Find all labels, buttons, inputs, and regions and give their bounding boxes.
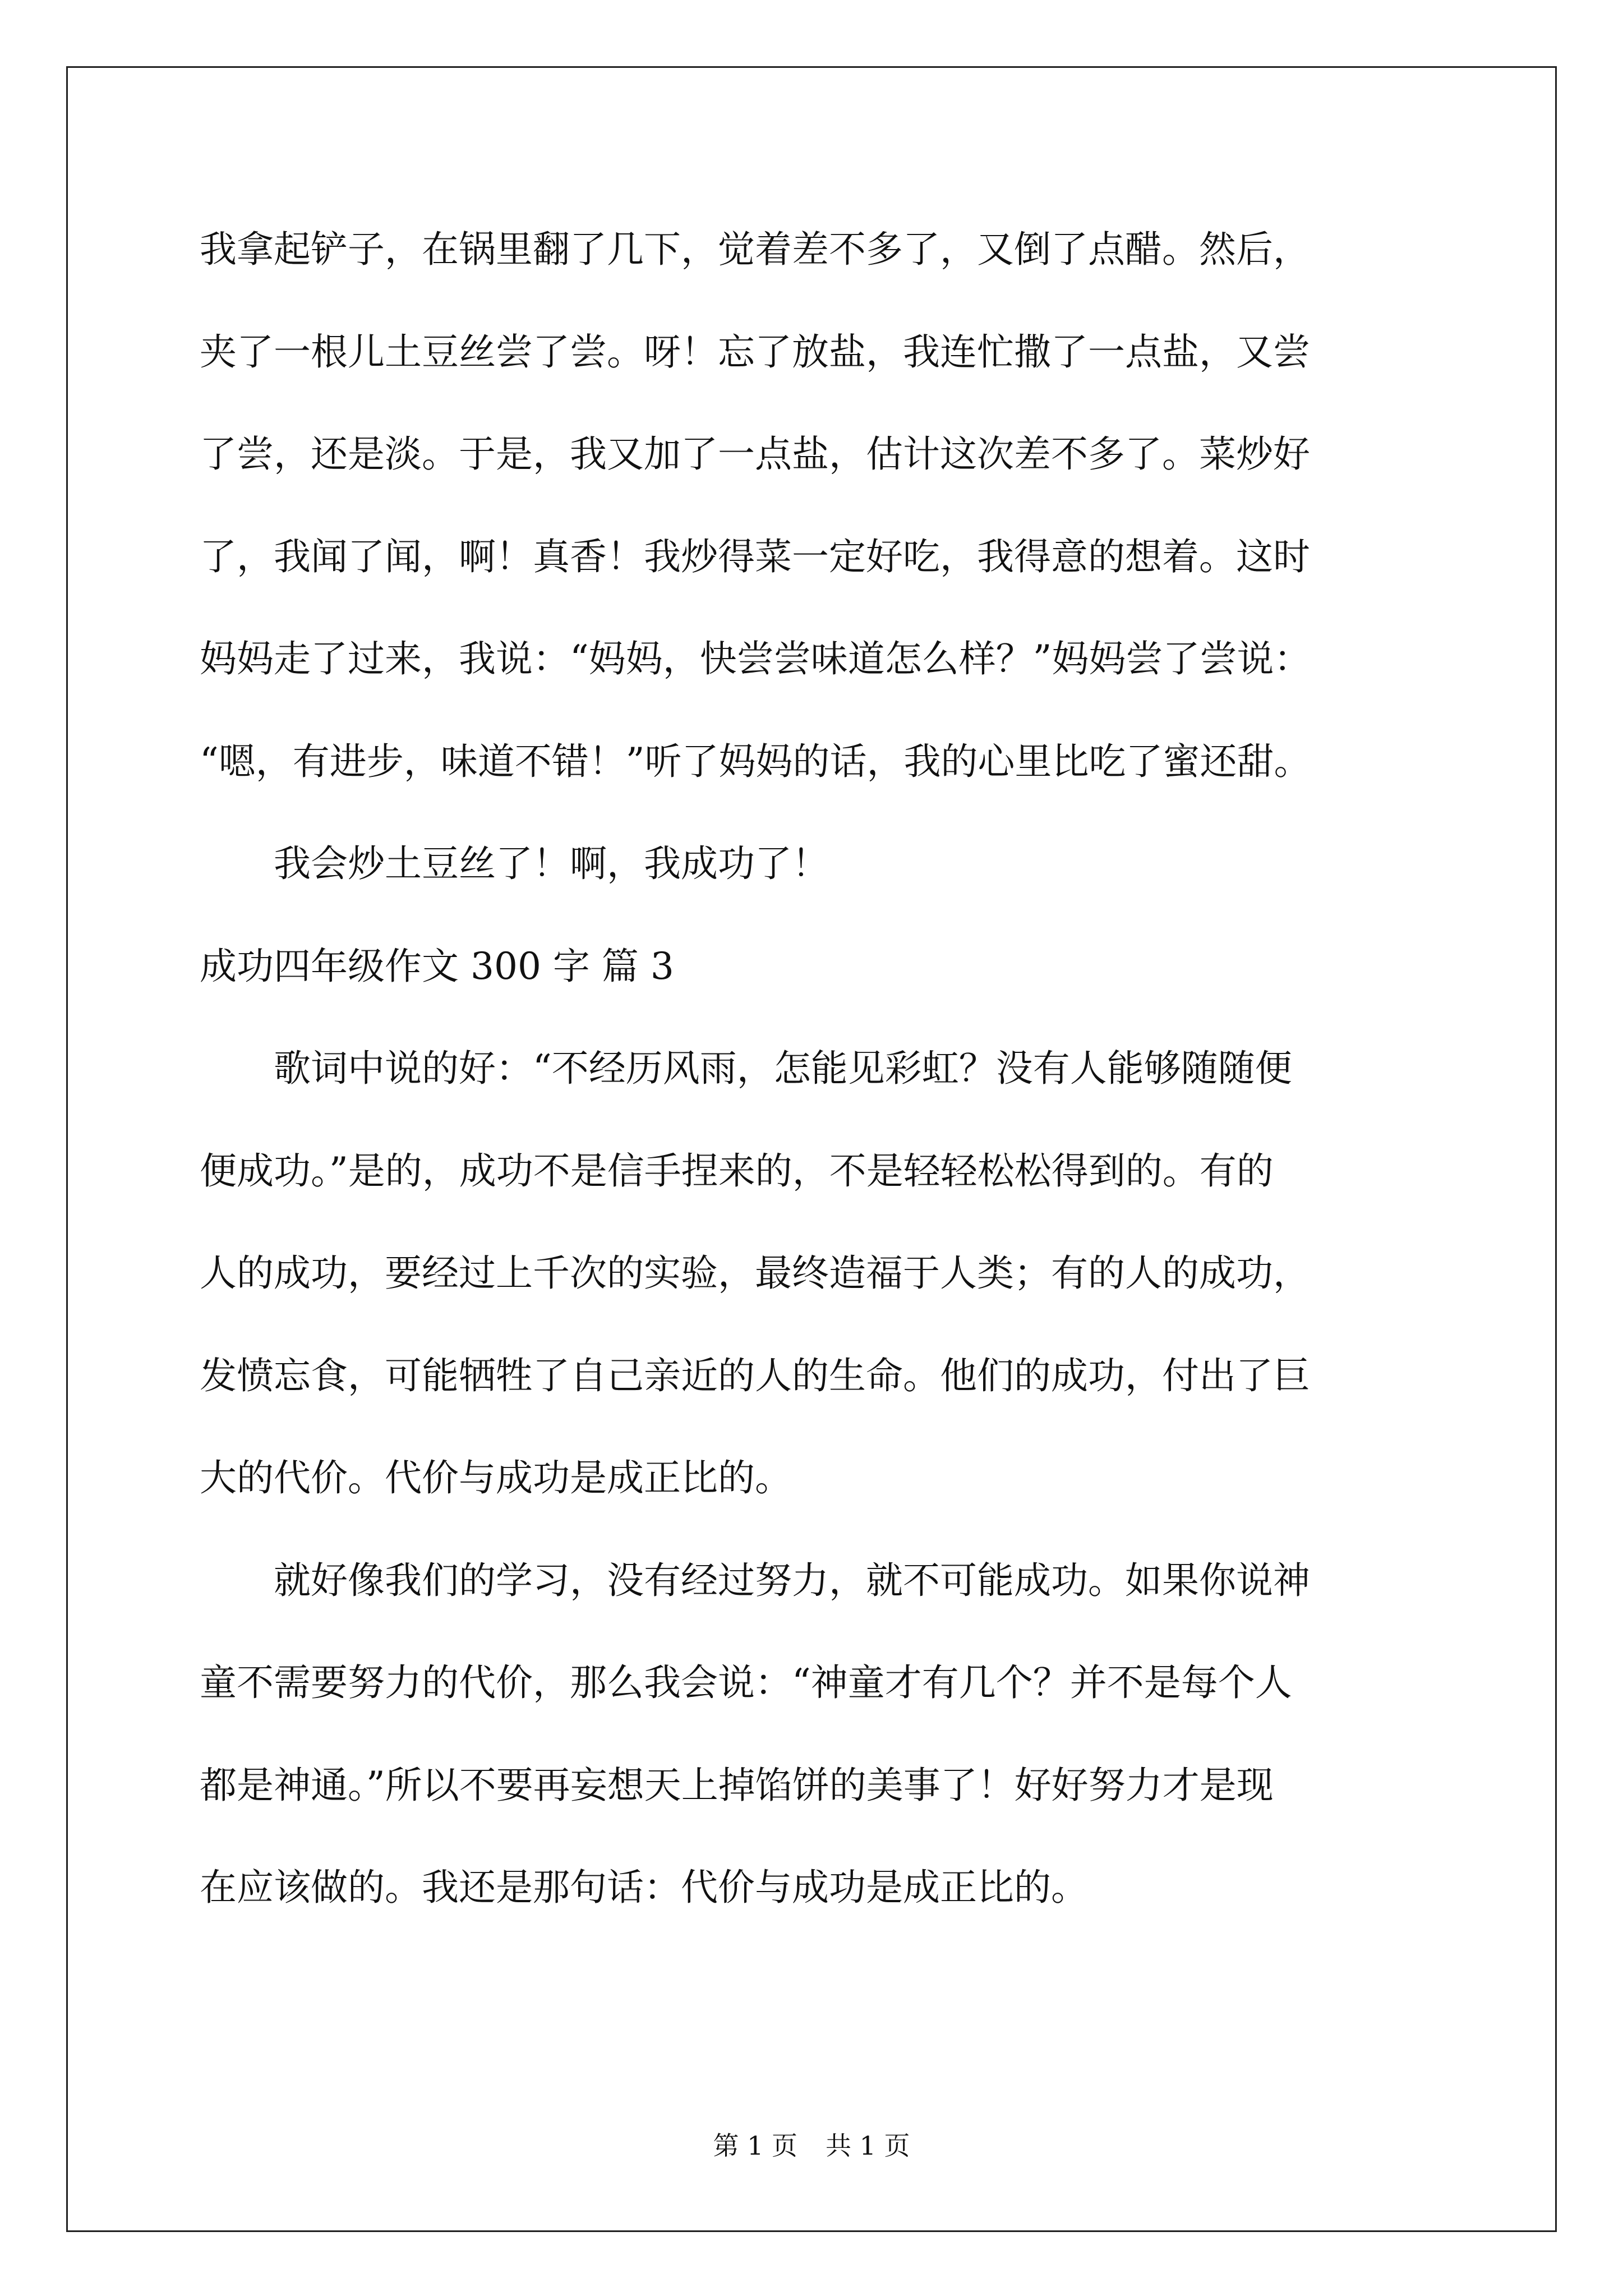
- section-heading: 成功四年级作文 300 字 篇 3: [200, 944, 674, 988]
- text-line: 大的代价。代价与成功是成正比的。: [200, 1456, 792, 1499]
- text-line: 发愤忘食，可能牺牲了自己亲近的人的生命。他们的成功，付出了巨: [200, 1354, 1310, 1397]
- paragraph-line: 歌词中说的好：“不经历风雨，怎能见彩虹？没有人能够随随便: [274, 1047, 1292, 1090]
- text-line: 便成功。”是的，成功不是信手捏来的，不是轻轻松松得到的。有的: [200, 1149, 1274, 1193]
- paragraph-line: 就好像我们的学习，没有经过努力，就不可能成功。如果你说神: [274, 1558, 1310, 1602]
- text-line: 人的成功，要经过上千次的实验，最终造福于人类；有的人的成功，: [200, 1251, 1310, 1295]
- page-footer: [0, 2129, 1623, 2162]
- text-line: 童不需要努力的代价，那么我会说：“神童才有几个？并不是每个人: [200, 1661, 1292, 1704]
- text-line: 妈妈走了过来，我说：“妈妈，快尝尝味道怎么样？”妈妈尝了尝说：: [200, 637, 1311, 680]
- paragraph-line: 我会炒土豆丝了！啊，我成功了！: [274, 842, 829, 885]
- text-line: “嗯，有进步，味道不错！”听了妈妈的话，我的心里比吃了蜜还甜。: [200, 739, 1311, 783]
- text-line: 夹了一根儿土豆丝尝了尝。呀！忘了放盐，我连忙撒了一点盐，又尝: [200, 330, 1310, 374]
- document-body: [200, 216, 1433, 1957]
- text-line: 都是神通。”所以不要再妄想天上掉馅饼的美事了！好好努力才是现: [200, 1763, 1274, 1807]
- page-total: 共 1 页: [826, 2131, 910, 2161]
- text-line: 在应该做的。我还是那句话：代价与成功是成正比的。: [200, 1866, 1088, 1909]
- text-line: 了，我闻了闻，啊！真香！我炒得菜一定好吃，我得意的想着。这时: [200, 535, 1310, 578]
- text-line: 了尝，还是淡。于是，我又加了一点盐，估计这次差不多了。菜炒好: [200, 432, 1310, 476]
- text-line: 我拿起铲子，在锅里翻了几下，觉着差不多了，又倒了点醋。然后，: [200, 228, 1310, 271]
- page-number: 第 1 页: [713, 2131, 797, 2161]
